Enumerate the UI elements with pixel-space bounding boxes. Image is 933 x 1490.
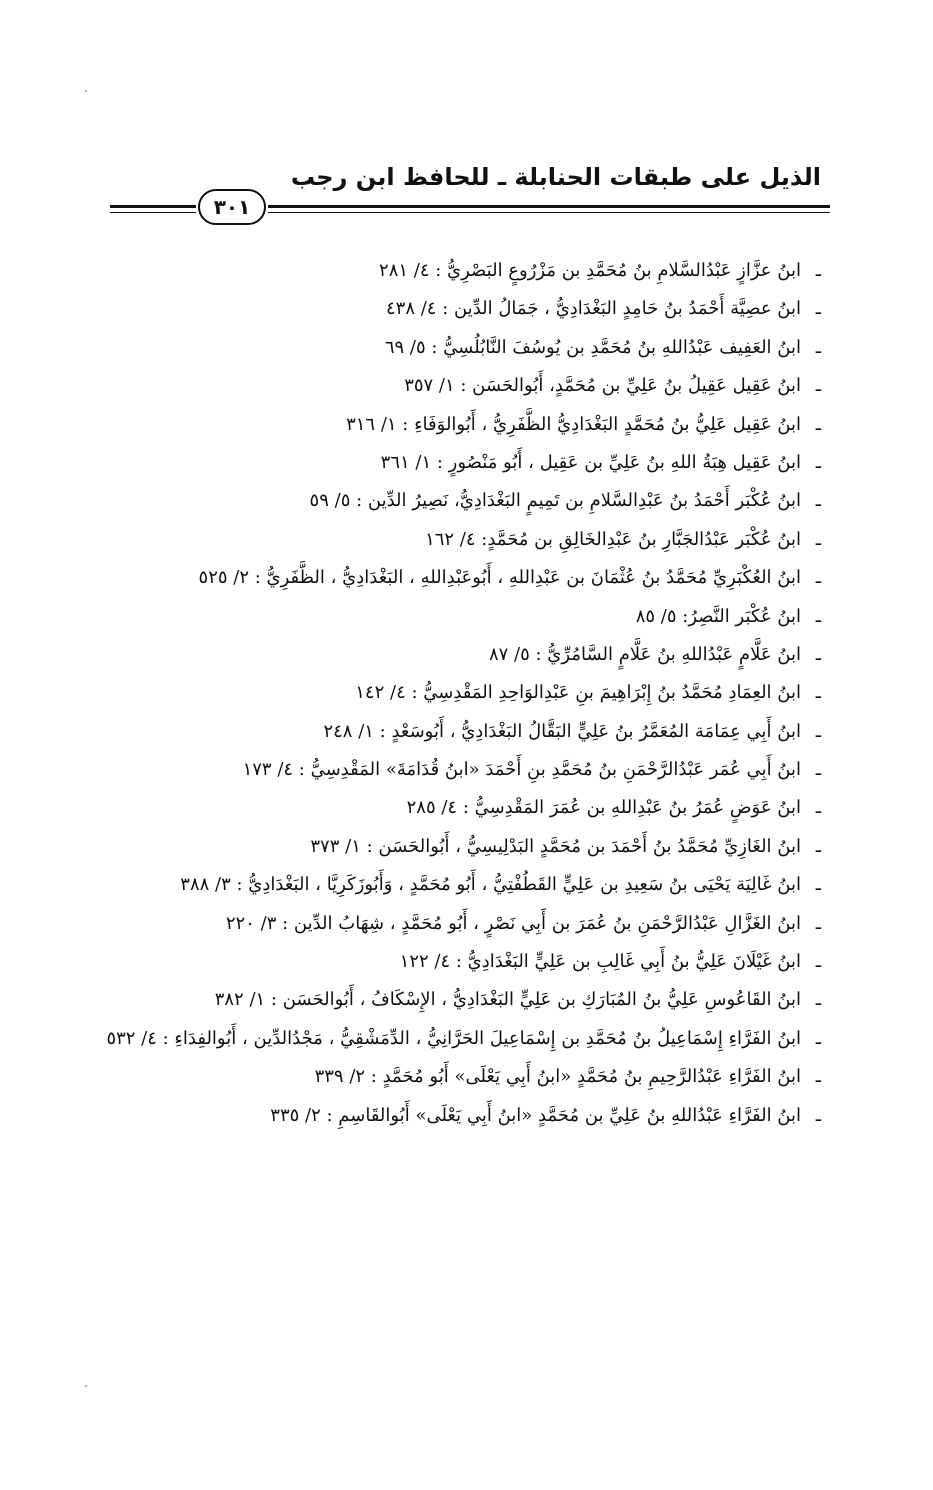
index-entry-text: ابنُ القَاعُوسِ عَلِيُّ بنُ المُبَارَكِ بن عَلِيٍّ البَغْدَادِيُّ ، الإِسْكَافُ ، أَبُوالحَسَن : ١/ ٣٨٢: [214, 989, 801, 1011]
index-entry: [101, 367, 821, 405]
index-entry: [101, 905, 821, 943]
page-number: ٣٠١: [198, 189, 266, 225]
index-entry-text: ابنُ الفَرَّاءِ إِسْمَاعِيلُ بنُ مُحَمَّدِ بن إِسْمَاعِيلَ الحَرَّانِيُّ ، الدِّمَشْقِيُّ ، مَجْدُالدِّين ، أَبُوالفِدَاءِ : ٤/ ٥٣٢: [106, 1027, 801, 1049]
dash-bullet-icon: ـ: [815, 298, 821, 320]
index-entry: [101, 406, 821, 444]
dash-bullet-icon: ـ: [815, 682, 821, 704]
header-rule-right: [268, 205, 830, 208]
index-entry: [101, 598, 821, 636]
scan-speck: [85, 90, 87, 92]
index-entry: [101, 636, 821, 674]
index-entry: [101, 1020, 821, 1058]
index-entry: [101, 559, 821, 597]
index-entry-text: ابنُ غَالِيَة يَحْيَى بنُ سَعِيدِ بن عَلِيٍّ القَطُفْتِيُّ ، أَبُو مُحَمَّدٍ ، وَأَبُوزَكَرِيَّا ، البَغْدَادِيُّ : ٣/ ٣٨٨: [180, 874, 801, 896]
running-header-title: الذيل على طبقات الحنابلة ـ للحافظ ابن رجب: [290, 163, 821, 191]
dash-bullet-icon: ـ: [815, 260, 821, 281]
index-entry-text: ابنُ أَبِي عُمَر عَبْدُالرَّحْمَنِ بنُ مُحَمَّدِ بنِ أَحْمَدَ «ابنُ قُدَامَةَ» المَقْدِسِيُّ : ٤/ ١٧٣: [242, 759, 801, 781]
index-entry: [101, 444, 821, 482]
index-entry-text: ابنُ غَيْلَانَ عَلِيُّ بنُ أَبِي غَالِبِ بن عَلِيٍّ البَغْدَادِيُّ : ٤/ ١٢٢: [399, 951, 801, 973]
index-entry: [101, 943, 821, 981]
dash-bullet-icon: ـ: [815, 797, 821, 819]
index-entry-text: ابنُ عَلَّامٍ عَبْدُاللهِ بنُ عَلَّامٍ السَّامُرِّيُّ : ٥/ ٨٧: [488, 643, 801, 665]
dash-bullet-icon: ـ: [815, 951, 821, 973]
index-entry-text: ابنُ العَفِيف عَبْدُاللهِ بنُ مُحَمَّدِ بن يُوسُفَ النَّابُلُسِيُّ : ٥/ ٦٩: [384, 336, 801, 358]
index-entry-text: ابنُ عُكْبَر النَّصِرُ: ٥/ ٨٥: [635, 605, 801, 627]
index-entry: [101, 828, 821, 866]
dash-bullet-icon: ـ: [815, 720, 821, 742]
index-entry: [101, 713, 821, 751]
dash-bullet-icon: ـ: [815, 1104, 821, 1126]
index-entry-text: ابنُ عزَّازٍ عَبْدُالسَّلامِ بنُ مُحَمَّدِ بن مَزْرُوعٍ البَصْرِيُّ : ٤/ ٢٨١: [379, 260, 801, 281]
index-entry-text: ابنُ عَقِيل عَلِيُّ بنُ مُحَمَّدٍ البَغْدَادِيُّ الظَّفَرِيُّ ، أَبُوالوَفَاءِ : ١/ ٣١٦: [346, 413, 801, 435]
index-entry: [101, 290, 821, 328]
dash-bullet-icon: ـ: [815, 989, 821, 1011]
dash-bullet-icon: ـ: [815, 451, 821, 473]
index-entry: [101, 981, 821, 1019]
index-entry: [101, 482, 821, 520]
dash-bullet-icon: ـ: [815, 874, 821, 896]
dash-bullet-icon: ـ: [815, 375, 821, 397]
dash-bullet-icon: ـ: [815, 1066, 821, 1088]
dash-bullet-icon: ـ: [815, 643, 821, 665]
index-entry: [101, 252, 821, 290]
index-entry-text: ابنُ الغَازِيِّ مُحَمَّدُ بنُ أَحْمَدَ بن مُحَمَّدٍ البَدْلِيسِيُّ ، أَبُوالحَسَن : ١/ ٣٧٣: [310, 835, 801, 857]
index-entry: [101, 521, 821, 559]
index-entry-text: ابنُ أَبِي عِمَامَة المُعَمَّرُ بنُ عَلِيٍّ البَقَّالُ البَغْدَادِيُّ ، أَبُوسَعْدٍ : ١/ ٢٤٨: [323, 720, 801, 742]
dash-bullet-icon: ـ: [815, 912, 821, 934]
index-entry-text: ابنُ عُكْبَر عَبْدُالجَبَّارِ بنُ عَبْدِالخَالِقِ بن مُحَمَّدٍ: ٤/ ١٦٢: [425, 528, 801, 550]
index-entry-text: ابنُ عصِيَّة أَحْمَدُ بنُ حَامِدٍ البَغْدَادِيُّ ، جَمَالُ الدِّين : ٤/ ٤٣٨: [385, 298, 801, 320]
index-entry-text: ابنُ العِمَادِ مُحَمَّدُ بنُ إِبْرَاهِيمَ بنِ عَبْدِالوَاحِدِ المَقْدِسِيُّ : ٤/ ١٤٢: [355, 682, 801, 704]
index-entry: [101, 329, 821, 367]
dash-bullet-icon: ـ: [815, 567, 821, 589]
dash-bullet-icon: ـ: [815, 413, 821, 435]
dash-bullet-icon: ـ: [815, 1027, 821, 1049]
dash-bullet-icon: ـ: [815, 605, 821, 627]
index-entry-text: ابنُ الفَرَّاءِ عَبْدُالرَّحِيمِ بنُ مُحَمَّدٍ «ابنُ أَبِي يَعْلَى» أَبُو مُحَمَّدٍ : ٢/ ٣٣٩: [314, 1066, 801, 1088]
index-entry-text: ابنُ عُكْبَر أَحْمَدُ بنُ عَبْدِالسَّلامِ بن تَمِيمٍ البَغْدَادِيُّ، نَصِيرُ الدِّين : ٥/ ٥٩: [309, 490, 801, 512]
index-entry-text: ابنُ عَقِيل عَقِيلُ بنُ عَلِيِّ بن مُحَمَّدٍ، أَبُوالحَسَن : ١/ ٣٥٧: [404, 375, 801, 397]
index-entry: [101, 674, 821, 712]
index-entry: [101, 1058, 821, 1096]
index-entry-text: ابنُ العُكْبَرِيِّ مُحَمَّدُ بنُ عُثْمَانَ بن عَبْدِاللهِ ، أَبُوعَبْدِاللهِ ، البَغْدَادِيُّ ، الظَّفَرِيُّ : ٢/ ٥٢٥: [198, 567, 801, 589]
index-entry: [101, 1097, 821, 1135]
dash-bullet-icon: ـ: [815, 835, 821, 857]
header-rule-left: [110, 205, 196, 208]
index-entry: [101, 751, 821, 789]
index-entry-text: ابنُ الغَزَّالِ عَبْدُالرَّحْمَنِ بنُ عُمَرَ بن أَبِي نَصْرٍ ، أَبُو مُحَمَّدٍ ، شِهَابُ الدِّين : ٣/ ٢٢٠: [225, 912, 801, 934]
index-entry-text: ابنُ عَقِيل هِبَةُ اللهِ بنُ عَلِيِّ بن عَقِيل ، أَبُو مَنْصُورٍ : ١/ ٣٦١: [380, 451, 801, 473]
dash-bullet-icon: ـ: [815, 759, 821, 781]
dash-bullet-icon: ـ: [815, 336, 821, 358]
index-entry-list: [101, 252, 821, 1135]
dash-bullet-icon: ـ: [815, 490, 821, 512]
index-entry: [101, 789, 821, 827]
index-entry-text: ابنُ الفَرَّاءِ عَبْدُاللهِ بنُ عَلِيِّ بن مُحَمَّدٍ «ابنُ أَبِي يَعْلَى» أَبُوالقَاسِمِ : ٢/ ٣٣٥: [270, 1104, 801, 1126]
index-entry: [101, 866, 821, 904]
dash-bullet-icon: ـ: [815, 528, 821, 550]
index-entry-text: ابنُ عَوَضٍ عُمَرُ بنُ عَبْدِاللهِ بن عُمَرَ المَقْدِسِيُّ : ٤/ ٢٨٥: [406, 797, 801, 819]
scan-speck: [85, 1385, 87, 1387]
